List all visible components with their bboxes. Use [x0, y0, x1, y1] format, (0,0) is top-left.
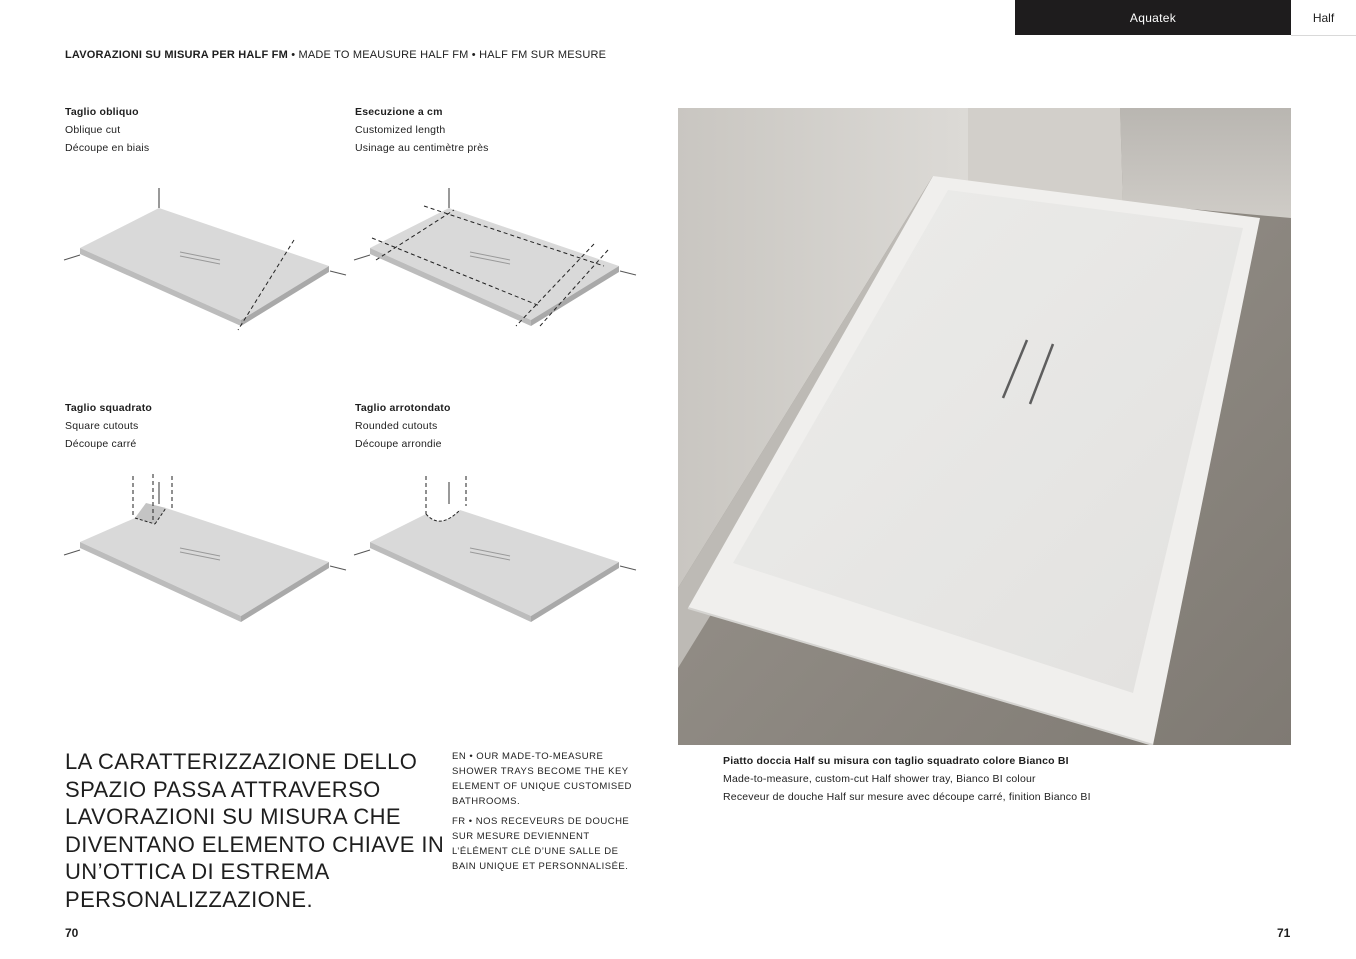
option-en: Square cutouts — [65, 420, 139, 432]
square-cutout-tray-icon — [60, 470, 350, 635]
photo-caption-fr: Receveur de douche Half sur mesure avec découpe carré, finition Bianco BI — [723, 791, 1091, 803]
option-rounded-caption — [355, 399, 451, 453]
option-fr: Usinage au centimètre près — [355, 142, 489, 154]
section-heading-it: LAVORAZIONI SU MISURA PER HALF FM — [65, 49, 288, 61]
option-en: Oblique cut — [65, 124, 121, 136]
photo-caption-it: Piatto doccia Half su misura con taglio squadrato colore Bianco BI — [723, 755, 1069, 767]
brand-tab[interactable]: Aquatek — [1015, 0, 1291, 35]
option-title: Taglio squadrato — [65, 402, 153, 414]
rounded-cutout-tray-icon — [350, 470, 640, 635]
option-oblique-caption — [65, 103, 149, 157]
option-fr: Découpe carré — [65, 438, 137, 450]
photo-caption — [723, 752, 1091, 806]
shower-tray-photo — [678, 108, 1291, 745]
headline: LA CARATTERIZZAZIONE DELLO SPAZIO PASSA ATTRAVERSO LAVORAZIONI SU MISURA CHE DIVENTANO ELEMENTO CHIAVE IN UN’OTTICA DI ESTREMA PERSONALIZZAZIONE. — [65, 749, 445, 912]
option-title: Esecuzione a cm — [355, 106, 443, 118]
section-heading-translations: • MADE TO MEAUSURE HALF FM • HALF FM SUR MESURE — [287, 49, 607, 61]
option-fr: Découpe arrondie — [355, 438, 442, 450]
option-en: Customized length — [355, 124, 446, 136]
page-number-left: 70 — [65, 926, 79, 940]
option-title: Taglio obliquo — [65, 106, 139, 118]
fr-statement: FR • NOS RECEVEURS DE DOUCHE SUR MESURE DEVIENNENT L’ÉLÉMENT CLÉ D’UNE SALLE DE BAIN UNIQUE ET PERSONNALISÉE. — [452, 816, 630, 872]
oblique-cut-tray-icon — [60, 180, 350, 340]
product-line-tab[interactable]: Half — [1291, 0, 1356, 36]
photo-caption-en: Made-to-measure, custom-cut Half shower tray, Bianco BI colour — [723, 773, 1036, 785]
option-title: Taglio arrotondato — [355, 402, 451, 414]
custom-length-tray-icon — [350, 180, 640, 340]
option-length-caption — [355, 103, 489, 157]
option-en: Rounded cutouts — [355, 420, 438, 432]
option-square-caption — [65, 399, 152, 453]
option-fr: Découpe en biais — [65, 142, 150, 154]
page-number-right: 71 — [1277, 926, 1291, 940]
section-heading — [65, 49, 606, 61]
en-statement: EN • OUR MADE-TO-MEASURE SHOWER TRAYS BECOME THE KEY ELEMENT OF UNIQUE CUSTOMISED BATHROOMS. — [452, 751, 632, 807]
